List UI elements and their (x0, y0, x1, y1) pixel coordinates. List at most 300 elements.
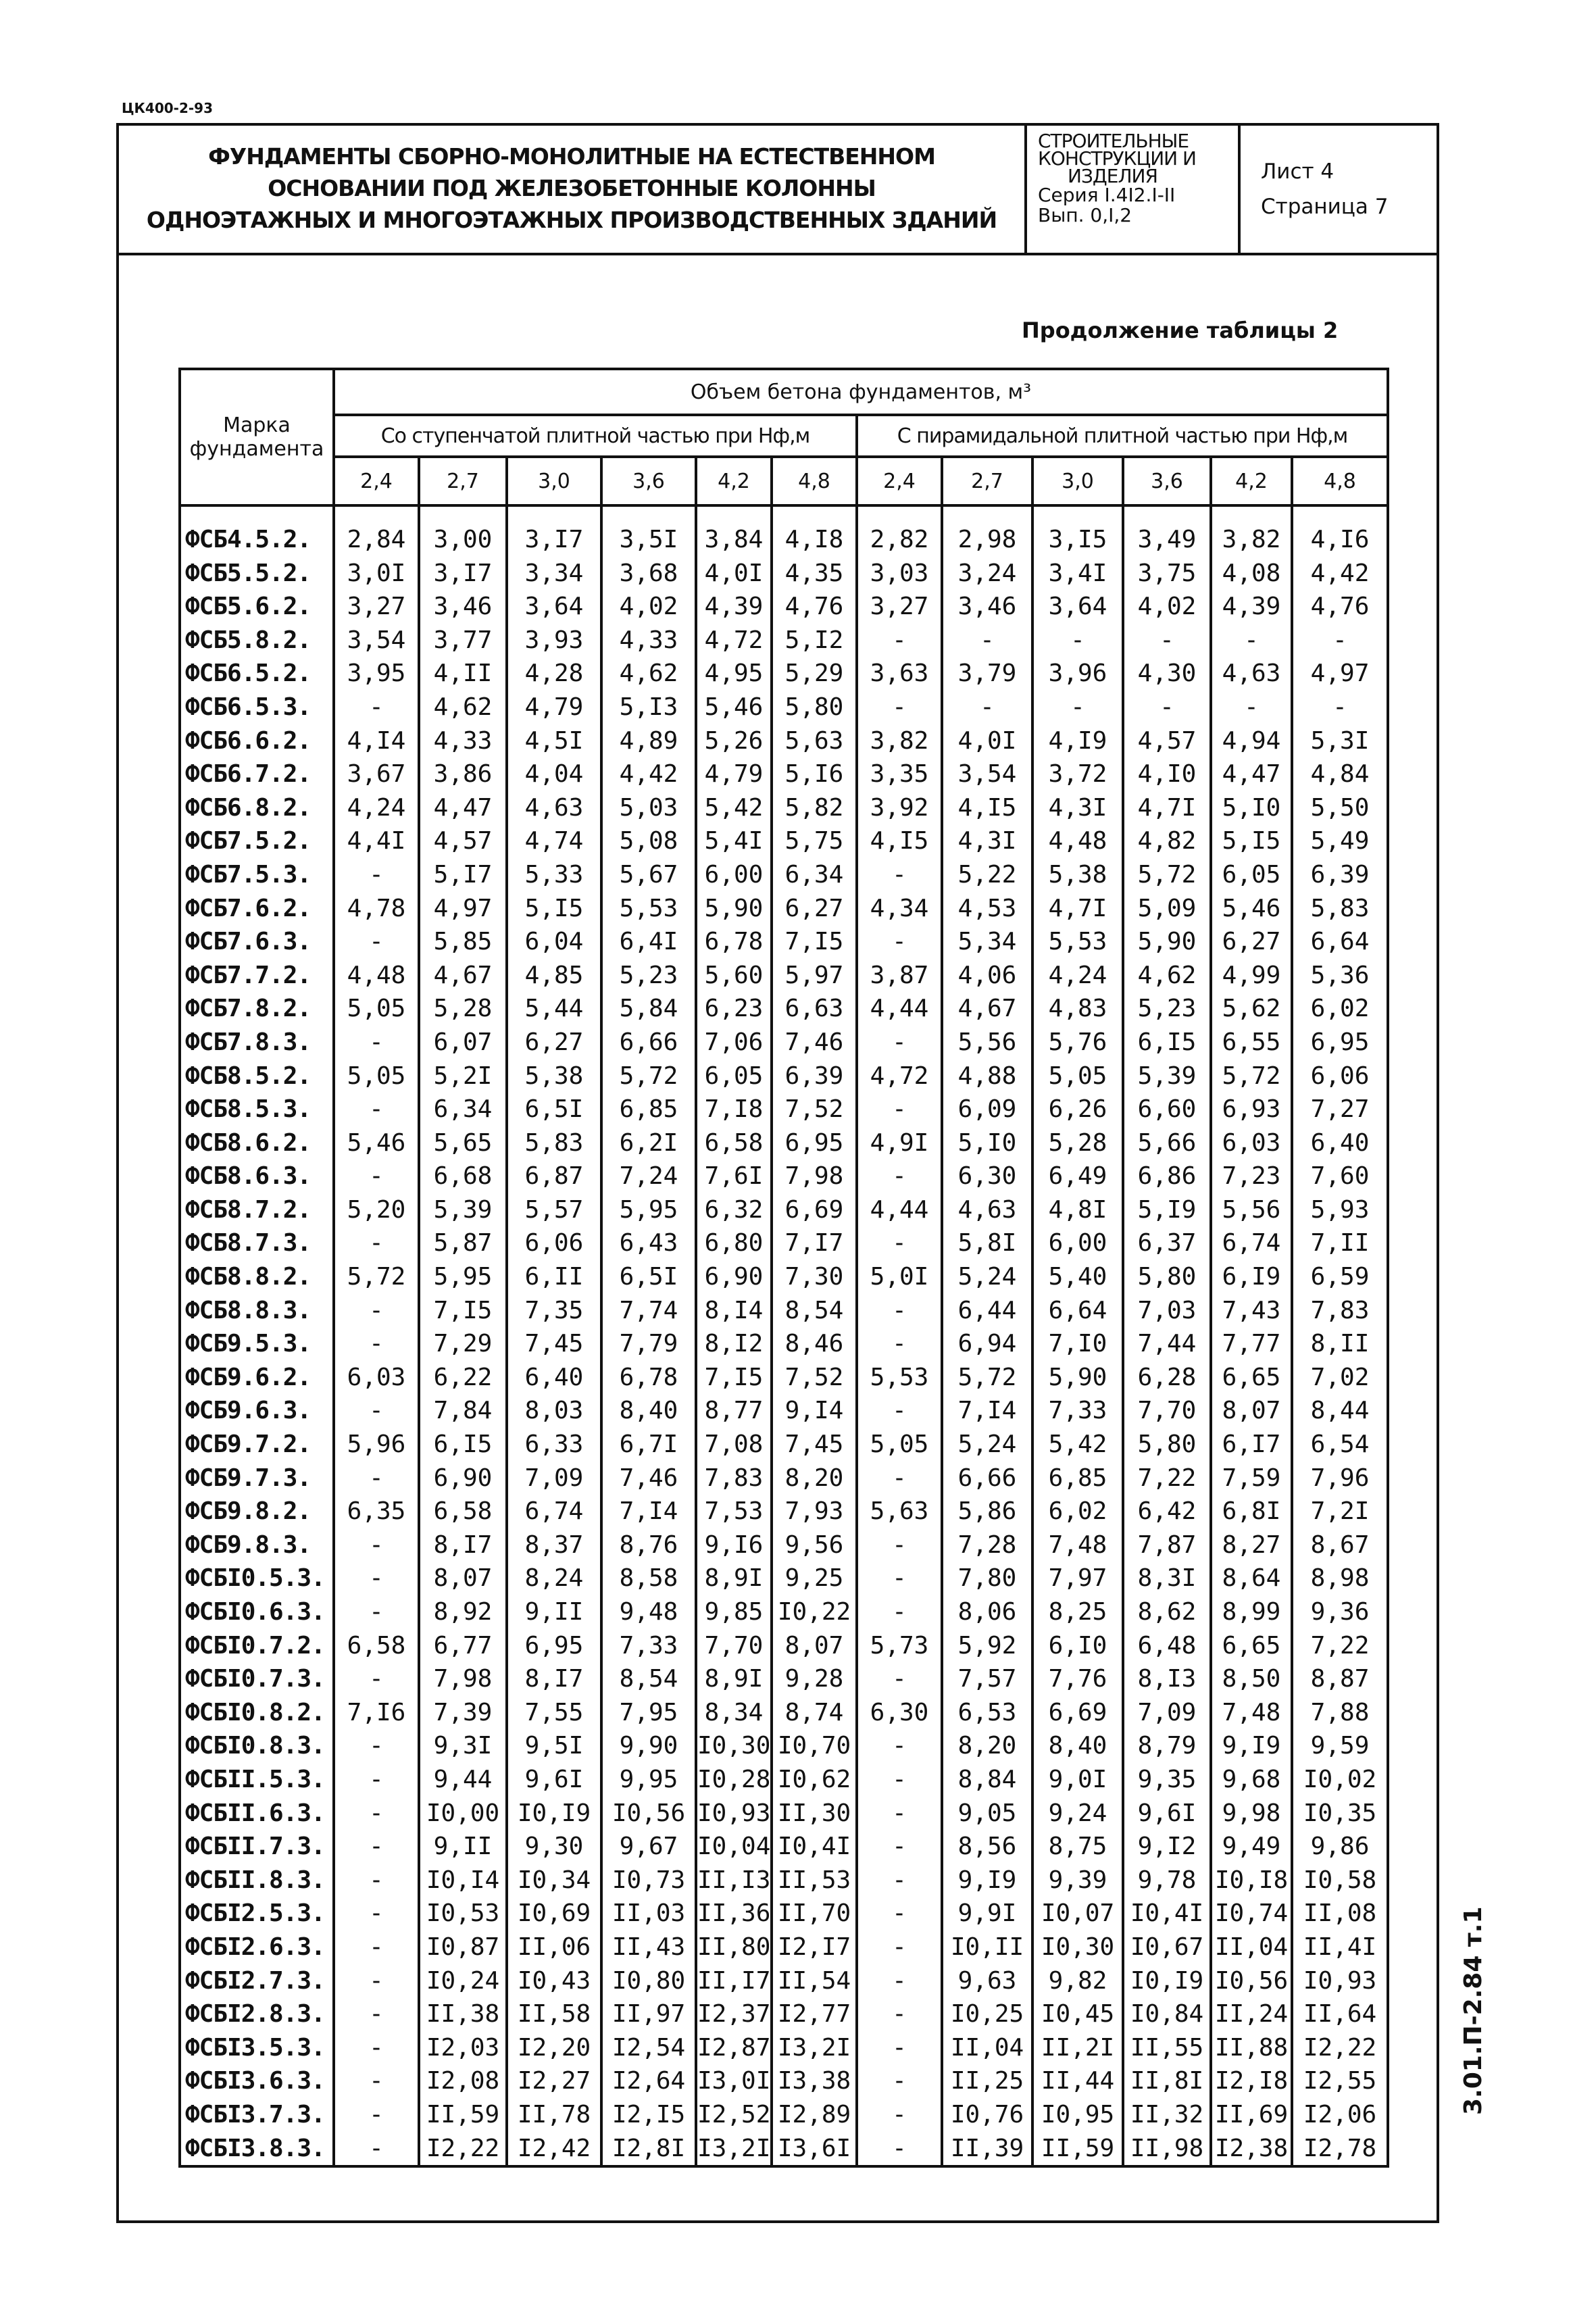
volume-cell: 6,2I (601, 1126, 696, 1160)
volume-cell: I0,95 (1032, 2098, 1123, 2132)
volume-cell: 5,83 (507, 1126, 601, 1160)
volume-cell: 7,06 (696, 1026, 772, 1060)
table-row (180, 1696, 1388, 1730)
volume-cell: 5,92 (942, 1629, 1032, 1663)
volume-cell: 4,63 (942, 1193, 1032, 1227)
table-row (180, 624, 1388, 657)
volume-cell: 8,56 (942, 1830, 1032, 1864)
height-column-header: 4,2 (696, 457, 772, 505)
volume-cell: - (857, 1160, 942, 1193)
volume-cell: 6,26 (1032, 1093, 1123, 1126)
volume-cell: 8,07 (772, 1629, 857, 1663)
volume-cell: 8,9I (696, 1662, 772, 1696)
volume-cell: II,43 (601, 1931, 696, 1964)
volume-cell: 7,30 (772, 1260, 857, 1294)
volume-cell: 5,2I (419, 1060, 507, 1093)
volume-cell: 6,40 (507, 1361, 601, 1395)
volume-cell: - (857, 1327, 942, 1361)
volume-cell: 7,84 (419, 1394, 507, 1428)
table-row (180, 1830, 1388, 1864)
volume-cell: I0,I9 (1123, 1964, 1211, 1998)
volume-cell: I0,02 (1292, 1763, 1388, 1797)
volume-cell: II,32 (1123, 2098, 1211, 2132)
table-row (180, 2132, 1388, 2167)
volume-cell: 6,22 (419, 1361, 507, 1395)
volume-cell: 4,79 (507, 691, 601, 724)
volume-cell: 3,96 (1032, 657, 1123, 691)
volume-cell: 7,24 (601, 1160, 696, 1193)
volume-cell: 8,9I (696, 1562, 772, 1595)
volume-cell: 6,7I (601, 1428, 696, 1462)
volume-cell: 3,75 (1123, 557, 1211, 591)
volume-cell: 5,42 (696, 791, 772, 825)
volume-cell: 9,59 (1292, 1729, 1388, 1763)
volume-cell: 3,4I (1032, 557, 1123, 591)
volume-cell: 3,34 (507, 557, 601, 591)
volume-cell: 8,I4 (696, 1294, 772, 1328)
volume-cell: 7,53 (696, 1495, 772, 1528)
table-row (180, 1864, 1388, 1897)
volume-cell: - (334, 1763, 419, 1797)
volume-cell: 6,68 (419, 1160, 507, 1193)
table-row (180, 505, 1388, 557)
volume-cell: II,25 (942, 2064, 1032, 2098)
volume-cell: 8,76 (601, 1528, 696, 1562)
volume-cell: 3,67 (334, 757, 419, 791)
foundation-mark-cell: ФСБ7.8.2. (180, 992, 334, 1026)
volume-cell: II,44 (1032, 2064, 1123, 2098)
table-row (180, 2064, 1388, 2098)
volume-cell: 7,70 (696, 1629, 772, 1663)
volume-cell: 5,53 (857, 1361, 942, 1395)
volume-cell: 4,42 (601, 757, 696, 791)
volume-cell: - (334, 691, 419, 724)
volume-cell: 5,0I (857, 1260, 942, 1294)
table-row (180, 1595, 1388, 1629)
volume-cell: 6,03 (1211, 1126, 1292, 1160)
volume-cell: 2,84 (334, 505, 419, 557)
volume-cell: 5,24 (942, 1428, 1032, 1462)
volume-cell: 8,I7 (507, 1662, 601, 1696)
volume-cell: I0,I4 (419, 1864, 507, 1897)
volume-cell: 6,05 (696, 1060, 772, 1093)
volume-cell: 9,II (419, 1830, 507, 1864)
volume-cell: 4,94 (1211, 724, 1292, 758)
volume-cell: - (857, 1093, 942, 1126)
volume-cell: I0,24 (419, 1964, 507, 1998)
volume-cell: 5,56 (1211, 1193, 1292, 1227)
volume-cell: - (334, 1595, 419, 1629)
volume-cell: I2,I5 (601, 2098, 696, 2132)
volume-cell: II,88 (1211, 2031, 1292, 2065)
volume-cell: I0,84 (1123, 1997, 1211, 2031)
volume-cell: 6,66 (942, 1462, 1032, 1495)
volume-cell: 5,86 (942, 1495, 1032, 1528)
volume-cell: 5,28 (419, 992, 507, 1026)
foundation-mark-cell: ФСБ6.7.2. (180, 757, 334, 791)
foundation-mark-cell: ФСБ9.6.3. (180, 1394, 334, 1428)
volume-cell: 6,58 (696, 1126, 772, 1160)
sheet-block (1241, 126, 1437, 253)
volume-cell: 5,72 (601, 1060, 696, 1093)
volume-cell: 7,98 (772, 1160, 857, 1193)
volume-cell: 4,39 (696, 590, 772, 624)
volume-cell: 3,0I (334, 557, 419, 591)
volume-cell: - (334, 858, 419, 892)
volume-cell: - (334, 1528, 419, 1562)
volume-cell: 6,00 (696, 858, 772, 892)
volume-cell: 3,82 (857, 724, 942, 758)
volume-cell: 8,07 (419, 1562, 507, 1595)
volume-cell: 6,04 (507, 925, 601, 959)
volume-cell: - (334, 1864, 419, 1897)
volume-cell: 4,34 (857, 892, 942, 926)
volume-cell: 6,58 (419, 1495, 507, 1528)
volume-cell: I0,93 (1292, 1964, 1388, 1998)
foundation-mark-cell: ФСБ7.6.2. (180, 892, 334, 926)
volume-cell: 4,I5 (857, 824, 942, 858)
volume-cell: - (334, 1997, 419, 2031)
volume-cell: 5,90 (1123, 925, 1211, 959)
pyramidal-group-header: С пирамидальной плитной частью при Нф,м (857, 415, 1388, 457)
volume-cell: I0,4I (1123, 1897, 1211, 1931)
volume-cell: 5,96 (334, 1428, 419, 1462)
volume-cell: I2,89 (772, 2098, 857, 2132)
volume-cell: II,39 (942, 2132, 1032, 2167)
volume-cell: I2,78 (1292, 2132, 1388, 2167)
volume-cell: - (857, 1864, 942, 1897)
volume-cell: 8,87 (1292, 1662, 1388, 1696)
volume-cell: 5,72 (1211, 1060, 1292, 1093)
volume-cell: 4,62 (1123, 959, 1211, 993)
side-document-code: 3.01.П-2.84 т.1 (1460, 1906, 1487, 2115)
volume-cell: 4,33 (601, 624, 696, 657)
table-row (180, 1361, 1388, 1395)
volume-cell: 4,I9 (1032, 724, 1123, 758)
foundation-mark-cell: ФСБ8.8.2. (180, 1260, 334, 1294)
volume-cell: - (334, 1160, 419, 1193)
volume-cell: 3,64 (507, 590, 601, 624)
foundation-mark-cell: ФСБ6.5.2. (180, 657, 334, 691)
volume-cell: 9,24 (1032, 1797, 1123, 1831)
volume-cell: 4,I0 (1123, 757, 1211, 791)
volume-cell: 6,II (507, 1260, 601, 1294)
volume-cell: 5,I2 (772, 624, 857, 657)
volume-cell: 5,33 (507, 858, 601, 892)
volume-cell: 7,I7 (772, 1226, 857, 1260)
volume-cell: - (857, 1662, 942, 1696)
volume-cell: 6,80 (696, 1226, 772, 1260)
volume-cell: II,2I (1032, 2031, 1123, 2065)
foundation-mark-cell: ФСБI0.8.3. (180, 1729, 334, 1763)
volume-cell: - (857, 1964, 942, 1998)
volume-cell: 9,67 (601, 1830, 696, 1864)
volume-cell: 7,03 (1123, 1294, 1211, 1328)
volume-cell: 3,46 (419, 590, 507, 624)
volume-cell: 7,09 (1123, 1696, 1211, 1730)
volume-cell: I0,25 (942, 1997, 1032, 2031)
volume-cell: II,08 (1292, 1897, 1388, 1931)
table-row (180, 1562, 1388, 1595)
volume-cell: 9,05 (942, 1797, 1032, 1831)
table-row (180, 757, 1388, 791)
volume-cell: 3,54 (334, 624, 419, 657)
volume-cell: 7,33 (601, 1629, 696, 1663)
volume-cell: II,8I (1123, 2064, 1211, 2098)
volume-cell: 7,39 (419, 1696, 507, 1730)
foundation-mark-cell: ФСБI2.8.3. (180, 1997, 334, 2031)
volume-cell: 4,76 (772, 590, 857, 624)
volume-cell: I0,II (942, 1931, 1032, 1964)
volume-cell: 7,I6 (334, 1696, 419, 1730)
volume-cell: 6,78 (696, 925, 772, 959)
volume-cell: 4,42 (1292, 557, 1388, 591)
volume-cell: 5,23 (1123, 992, 1211, 1026)
volume-cell: 3,82 (1211, 505, 1292, 557)
volume-cell: 8,I2 (696, 1327, 772, 1361)
volume-cell: 7,I5 (696, 1361, 772, 1395)
volume-cell: 9,78 (1123, 1864, 1211, 1897)
volume-cell: 5,22 (942, 858, 1032, 892)
table-row (180, 1260, 1388, 1294)
volume-cell: 4,48 (334, 959, 419, 993)
volume-cell: II,55 (1123, 2031, 1211, 2065)
volume-cell: 6,33 (507, 1428, 601, 1462)
volume-cell: 9,63 (942, 1964, 1032, 1998)
volume-cell: 3,95 (334, 657, 419, 691)
foundation-mark-cell: ФСБ7.5.2. (180, 824, 334, 858)
volume-cell: 6,40 (1292, 1126, 1388, 1160)
volume-cell: 5,95 (419, 1260, 507, 1294)
volume-cell: 3,49 (1123, 505, 1211, 557)
volume-cell: - (1211, 624, 1292, 657)
volume-cell: 7,93 (772, 1495, 857, 1528)
table-row (180, 2031, 1388, 2065)
volume-cell: 5,08 (601, 824, 696, 858)
volume-cell: - (857, 2031, 942, 2065)
volume-cell: 5,I5 (507, 892, 601, 926)
volume-cell: 6,39 (772, 1060, 857, 1093)
volume-cell: 9,6I (1123, 1797, 1211, 1831)
volume-cell: I0,34 (507, 1864, 601, 1897)
volume-cell: 8,92 (419, 1595, 507, 1629)
volume-cell: 8,25 (1032, 1595, 1123, 1629)
table-row (180, 1729, 1388, 1763)
volume-cell: 6,32 (696, 1193, 772, 1227)
volume-cell: - (1032, 624, 1123, 657)
volume-cell: 4,72 (857, 1060, 942, 1093)
volume-cell: 4,5I (507, 724, 601, 758)
volume-cell: 5,53 (1032, 925, 1123, 959)
title-block (119, 126, 1437, 255)
volume-cell: 7,76 (1032, 1662, 1123, 1696)
volume-cell: 4,47 (1211, 757, 1292, 791)
volume-cell: 8,40 (1032, 1729, 1123, 1763)
volume-cell: I0,00 (419, 1797, 507, 1831)
volume-cell: 5,82 (772, 791, 857, 825)
volume-cell: I2,54 (601, 2031, 696, 2065)
volume-cell: I0,I8 (1211, 1864, 1292, 1897)
foundation-mark-cell: ФСБI0.7.2. (180, 1629, 334, 1663)
volume-cell: 6,77 (419, 1629, 507, 1663)
foundation-mark-cell: ФСБI3.7.3. (180, 2098, 334, 2132)
table-row (180, 1060, 1388, 1093)
volume-cell: 5,23 (601, 959, 696, 993)
volume-cell: 5,90 (696, 892, 772, 926)
volume-cell: 6,93 (1211, 1093, 1292, 1126)
volume-cell: 8,74 (772, 1696, 857, 1730)
volume-cell: II,36 (696, 1897, 772, 1931)
table-row (180, 1629, 1388, 1663)
volume-cell: 4,95 (696, 657, 772, 691)
volume-cell: - (1292, 624, 1388, 657)
volume-cell: 4,48 (1032, 824, 1123, 858)
volume-cell: 4,06 (942, 959, 1032, 993)
volume-cell: 7,2I (1292, 1495, 1388, 1528)
volume-cell: - (1211, 691, 1292, 724)
volume-cell: 3,I5 (1032, 505, 1123, 557)
volume-cell: 4,8I (1032, 1193, 1123, 1227)
volume-cell: 5,57 (507, 1193, 601, 1227)
volume-cell: - (857, 691, 942, 724)
volume-cell: 5,39 (419, 1193, 507, 1227)
volume-cell: 7,48 (1211, 1696, 1292, 1730)
volume-cell: 3,03 (857, 557, 942, 591)
volume-cell: 6,23 (696, 992, 772, 1026)
volume-cell: 4,I4 (334, 724, 419, 758)
volume-cell: 6,65 (1211, 1629, 1292, 1663)
volume-cell: I0,69 (507, 1897, 601, 1931)
volume-cell: 6,85 (1032, 1462, 1123, 1495)
volume-cell: 6,78 (601, 1361, 696, 1395)
foundation-mark-cell: ФСБ7.6.3. (180, 925, 334, 959)
table-row (180, 1093, 1388, 1126)
volume-cell: I0,35 (1292, 1797, 1388, 1831)
volume-cell: - (334, 1729, 419, 1763)
volume-cell: 7,I5 (772, 925, 857, 959)
table-continuation-caption: Продолжение таблицы 2 (1022, 318, 1339, 343)
foundation-mark-cell: ФСБI2.7.3. (180, 1964, 334, 1998)
volume-cell: 4,97 (1292, 657, 1388, 691)
volume-cell: 6,69 (772, 1193, 857, 1227)
volume-cell: 6,44 (942, 1294, 1032, 1328)
volume-cell: 9,I9 (942, 1864, 1032, 1897)
table-row (180, 2098, 1388, 2132)
volume-cell: 5,66 (1123, 1126, 1211, 1160)
foundation-mark-cell: ФСБ9.8.3. (180, 1528, 334, 1562)
volume-cell: I0,87 (419, 1931, 507, 1964)
volume-cell: II,04 (942, 2031, 1032, 2065)
volume-cell: 7,44 (1123, 1327, 1211, 1361)
volume-cell: I0,67 (1123, 1931, 1211, 1964)
foundation-mark-cell: ФСБI3.5.3. (180, 2031, 334, 2065)
volume-cell: 7,95 (601, 1696, 696, 1730)
table-row (180, 1528, 1388, 1562)
volume-cell: 4,85 (507, 959, 601, 993)
table-row (180, 892, 1388, 926)
volume-cell: - (857, 925, 942, 959)
volume-cell: 6,35 (334, 1495, 419, 1528)
volume-cell: 8,77 (696, 1394, 772, 1428)
volume-cell: 6,06 (1292, 1060, 1388, 1093)
volume-cell: 7,96 (1292, 1462, 1388, 1495)
volume-cell: 5,53 (601, 892, 696, 926)
volume-cell: 5,72 (334, 1260, 419, 1294)
volume-cell: 5,73 (857, 1629, 942, 1663)
volume-cell: I0,I9 (507, 1797, 601, 1831)
volume-cell: 5,4I (696, 824, 772, 858)
volume-cell: 8,40 (601, 1394, 696, 1428)
volume-cell: 7,55 (507, 1696, 601, 1730)
volume-cell: 4,39 (1211, 590, 1292, 624)
foundation-mark-cell: ФСБ8.6.2. (180, 1126, 334, 1160)
volume-cell: 5,44 (507, 992, 601, 1026)
volume-cell: 3,79 (942, 657, 1032, 691)
volume-cell: 7,22 (1292, 1629, 1388, 1663)
volume-cell: - (1123, 624, 1211, 657)
volume-cell: 7,I4 (601, 1495, 696, 1528)
volume-cell: 5,72 (942, 1361, 1032, 1395)
volume-cell: 6,07 (419, 1026, 507, 1060)
volume-cell: 7,52 (772, 1361, 857, 1395)
volume-cell: I0,30 (1032, 1931, 1123, 1964)
volume-cell: 6,39 (1292, 858, 1388, 892)
volume-cell: - (857, 1830, 942, 1864)
volume-cell: 5,05 (334, 1060, 419, 1093)
foundation-mark-cell: ФСБI0.5.3. (180, 1562, 334, 1595)
volume-cell: 7,46 (772, 1026, 857, 1060)
volume-cell: I0,70 (772, 1729, 857, 1763)
volume-cell: 7,I0 (1032, 1327, 1123, 1361)
volume-cell: 9,90 (601, 1729, 696, 1763)
volume-cell: II,I7 (696, 1964, 772, 1998)
table-row (180, 925, 1388, 959)
volume-cell: 6,I7 (1211, 1428, 1292, 1462)
volume-cell: 7,02 (1292, 1361, 1388, 1395)
volume-cell: 9,85 (696, 1595, 772, 1629)
table-row (180, 1897, 1388, 1931)
volume-cell: 8,98 (1292, 1562, 1388, 1595)
volume-cell: 4,53 (942, 892, 1032, 926)
volume-cell: - (857, 1294, 942, 1328)
volume-cell: 4,44 (857, 992, 942, 1026)
volume-cell: - (334, 1327, 419, 1361)
volume-cell: 8,20 (772, 1462, 857, 1495)
volume-cell: 3,72 (1032, 757, 1123, 791)
volume-cell: - (334, 1797, 419, 1831)
volume-cell: 4,67 (942, 992, 1032, 1026)
volume-cell: I0,04 (696, 1830, 772, 1864)
volume-cell: 6,30 (942, 1160, 1032, 1193)
volume-cell: 6,74 (1211, 1226, 1292, 1260)
volume-cell: 5,46 (696, 691, 772, 724)
volume-cell: 6,55 (1211, 1026, 1292, 1060)
volume-cell: 6,49 (1032, 1160, 1123, 1193)
volume-cell: I2,87 (696, 2031, 772, 2065)
table-row (180, 1997, 1388, 2031)
volume-cell: 5,67 (601, 858, 696, 892)
foundation-mark-cell: ФСБII.6.3. (180, 1797, 334, 1831)
volume-cell: I2,03 (419, 2031, 507, 2065)
series-line: СТРОИТЕЛЬНЫЕ (1038, 130, 1189, 152)
volume-cell: 6,60 (1123, 1093, 1211, 1126)
volume-cell: 5,40 (1032, 1260, 1123, 1294)
volume-cell: 6,30 (857, 1696, 942, 1730)
volume-cell: 6,43 (601, 1226, 696, 1260)
volume-cell: 9,86 (1292, 1830, 1388, 1864)
volume-cell: 6,34 (772, 858, 857, 892)
volume-cell: 7,33 (1032, 1394, 1123, 1428)
